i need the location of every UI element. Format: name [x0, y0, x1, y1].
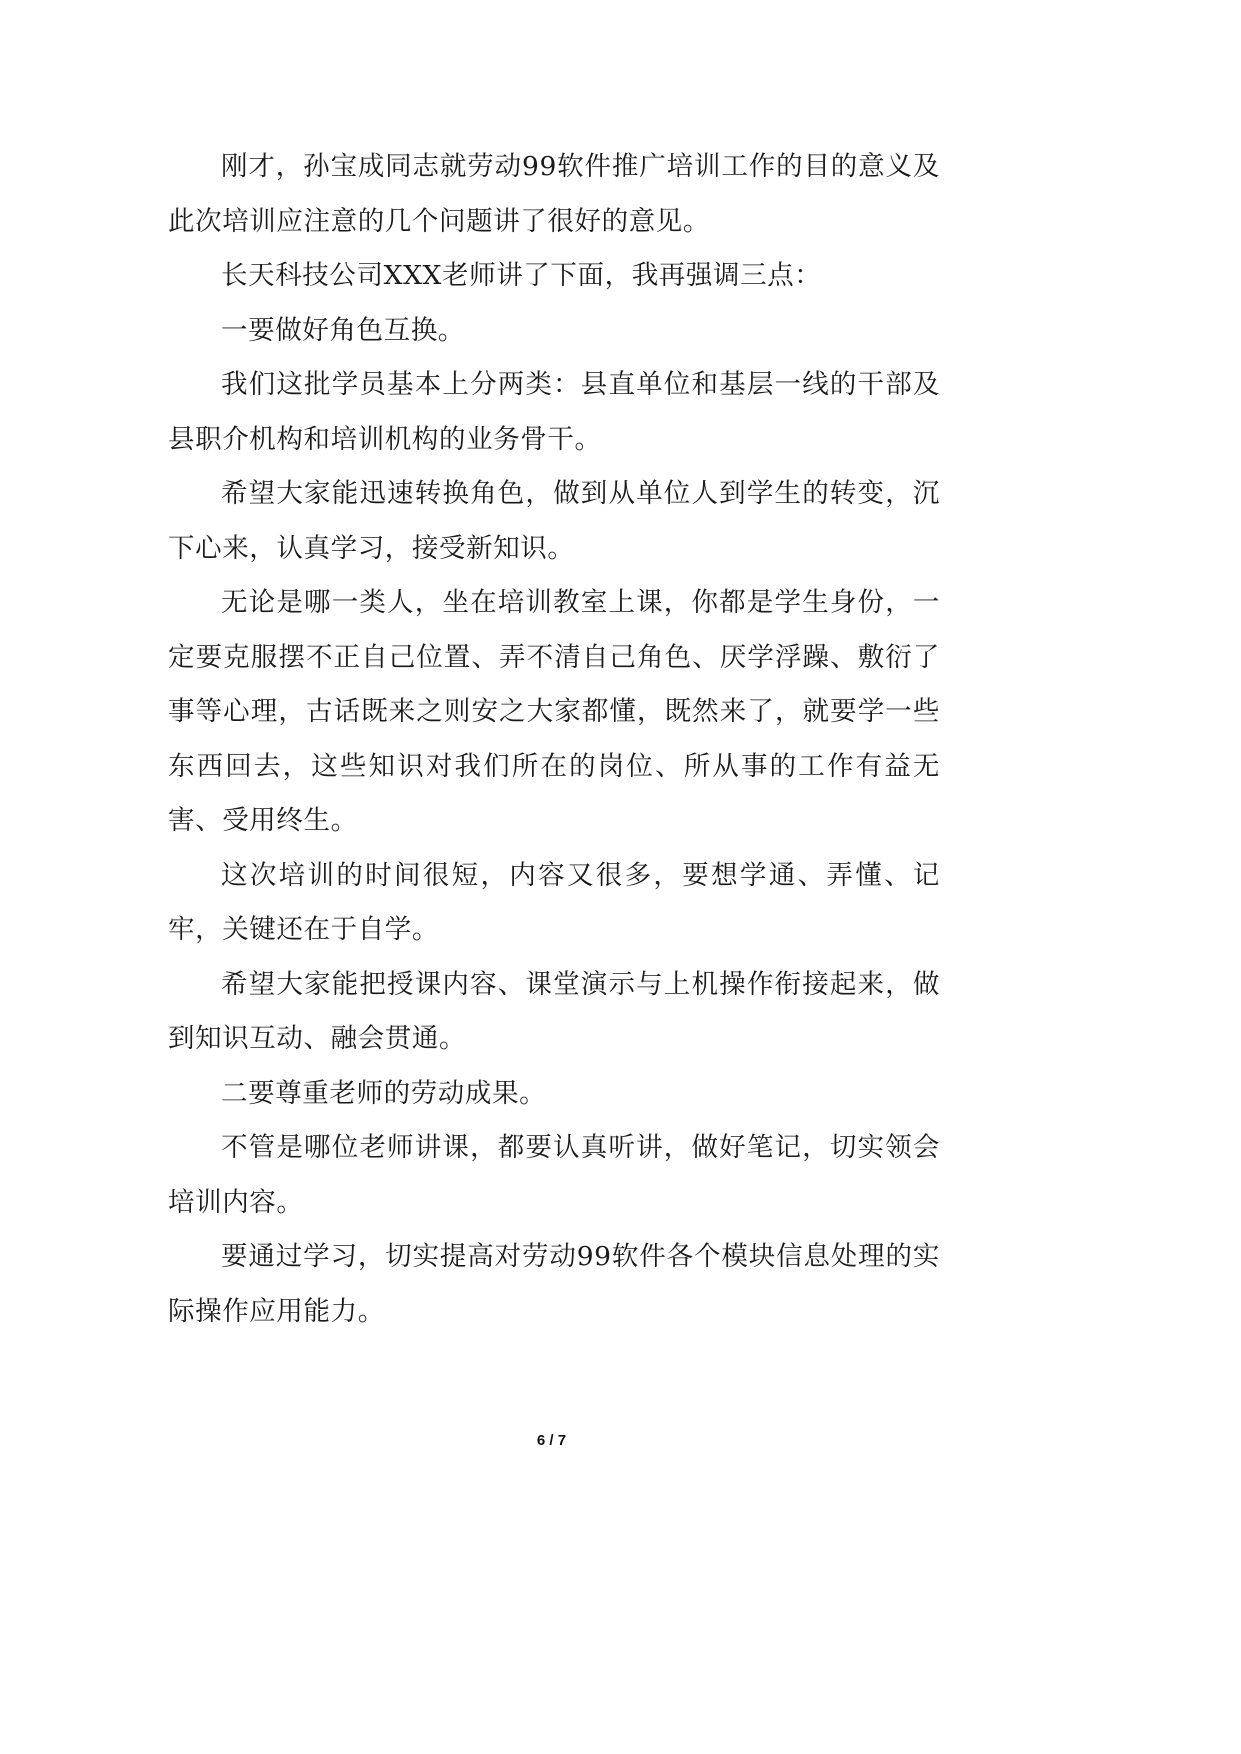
- paragraph: 不管是哪位老师讲课，都要认真听讲，做好笔记，切实领会培训内容。: [168, 1132, 940, 1218]
- paragraph: 二要尊重老师的劳动成果。: [221, 1077, 547, 1109]
- paragraph: 希望大家能把授课内容、课堂演示与上机操作衔接起来，做到知识互动、融会贯通。: [168, 968, 940, 1054]
- paragraph: 希望大家能迅速转换角色，做到从单位人到学生的转变，沉下心来，认真学习，接受新知识。: [168, 478, 940, 564]
- page-number: 6 / 7: [536, 1432, 567, 1449]
- paragraph: 刚才，孙宝成同志就劳动99软件推广培训工作的目的意义及此次培训应注意的几个问题讲了很好的意见。: [168, 151, 940, 237]
- paragraph: 我们这批学员基本上分两类：县直单位和基层一线的干部及县职介机构和培训机构的业务骨干。: [168, 369, 940, 455]
- paragraph: 要通过学习，切实提高对劳动99软件各个模块信息处理的实际操作应用能力。: [168, 1241, 940, 1327]
- paragraph: 长天科技公司XXX老师讲了下面，我再强调三点：: [221, 260, 822, 291]
- paragraph: 这次培训的时间很短，内容又很多，要想学通、弄懂、记牢，关键还在于自学。: [168, 859, 940, 945]
- document-body: [168, 140, 940, 1339]
- paragraph: 一要做好角色互换。: [221, 314, 465, 346]
- paragraph: 无论是哪一类人，坐在培训教室上课，你都是学生身份，一定要克服摆不正自己位置、弄不清自己角色、厌学浮躁、敷衍了事等心理，古话既来之则安之大家都懂，既然来了，就要学一些东西回去，这些知识对我们所在的岗位、所从事的工作有益无害、受用终生。: [168, 587, 940, 836]
